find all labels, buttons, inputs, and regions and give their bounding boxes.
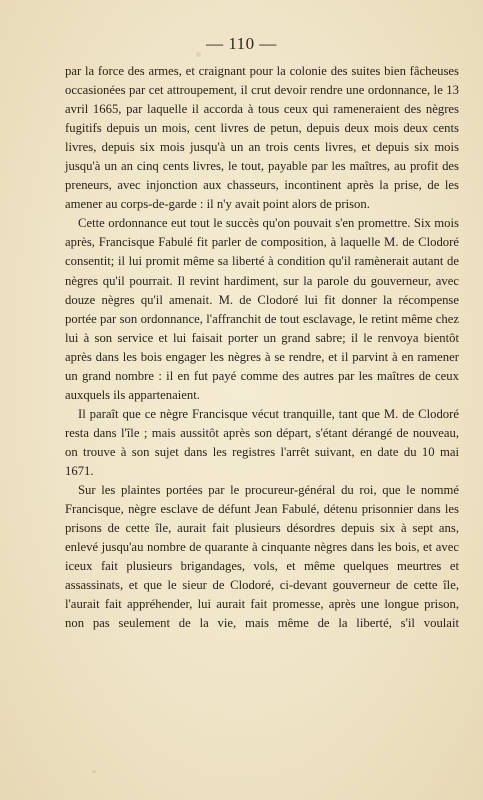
paragraph-4: Sur les plaintes portées par le procureur-général du roi, que le nommé Francisque, nègre esclave de défunt Jean Fabulé, détenu prisonnier dans les prisons de cette île, aurait fait plusieurs désordres depuis six à sept ans, enlevé jusqu'au nombre de quarante à cinquante nègres dans les bois, et avec iceux fait plusieurs brigandages, vols, et même quelques meurtres et assassinats, et que le sieur de Clodoré, ci-devant gouverneur de cette île, l'aurait fait appréhender, lui aurait fait promesse, après une longue prison, non pas seulement de la vie, mais même de la liberté, s'il voulait bbox=[65, 483, 459, 631]
paragraph-3: Il paraît que ce nègre Francisque vécut tranquille, tant que M. de Clodoré resta dans l'île ; mais aussitôt après son départ, s'étant dérangé de nouveau, on trouve à son sujet dans les registres l'arrêt suivant, en date du 10 mai 1671. bbox=[65, 406, 459, 478]
paragraph-1: par la force des armes, et craignant pour la colonie des suites bien fâcheuses occasionées par cet attroupement, il crut devoir rendre une ordonnance, le 13 avril 1665, par laquelle il accorda à tous ceux qui rameneraient des nègres fugitifs depuis un mois, cent livres de petun, depuis deux mois deux cents livres, depuis six mois jusqu'à un an trois cents livres, et depuis six mois jusqu'à un an cinq cents livres, le tout, payable par les maîtres, au profit des preneurs, avec injonction aux chasseurs, incontinent après la prise, de les amener au corps-de-garde : il n'y avait point alors de prison. bbox=[65, 64, 459, 212]
page-number: — 110 — bbox=[206, 34, 277, 53]
body-text bbox=[65, 62, 459, 633]
paragraph-2: Cette ordonnance eut tout le succès qu'on pouvait s'en promettre. Six mois après, Francisque Fabulé fit parler de composition, à laquelle M. de Clodoré consentit; il lui promit même sa liberté à condition qu'il ramènerait autant de nègres qu'il pourrait. Il revint hardiment, sur la parole du gouverneur, avec douze nègres qu'il amenait. M. de Clodoré lui fit donner la récompense portée par son ordonnance, l'affranchit de tout esclavage, le retint même chez lui à son service et lui faisait porter un grand sabre; il le renvoya bientôt après dans les bois engager les nègres à se rendre, et il parvint à en ramener un grand nombre : il en fut payé comme des autres par les maîtres de ceux auxquels ils appartenaient. bbox=[65, 216, 459, 402]
paper-stain bbox=[92, 770, 96, 773]
